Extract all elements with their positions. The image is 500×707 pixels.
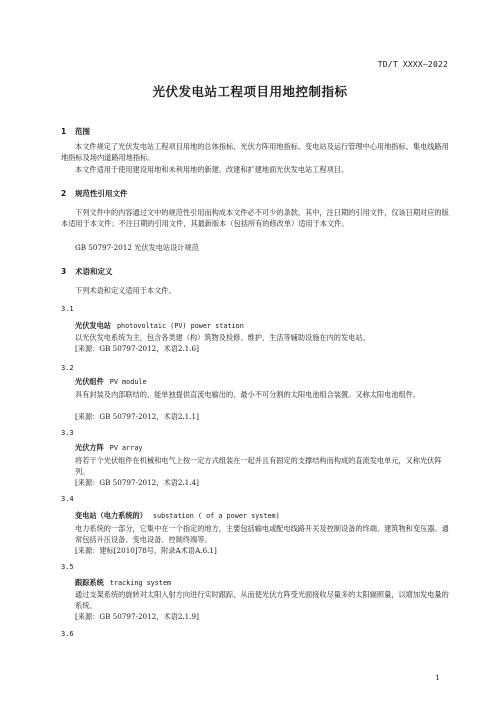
normative-paragraph: 下列文件中的内容通过文中的规范性引用而构成本文件必不可少的条款。其中，注日期的引用文件，仅该日期对应的版本适用于本文件；不注日期的引用文件，其最新版本（包括所有的修改单）适用于本文件。 — [61, 208, 449, 229]
term-number: 3.4 — [61, 495, 74, 503]
term-title: 跟踪系统 tracking system — [75, 578, 172, 587]
term-definition: 通过支架系统的旋转对太阳入射方向进行实时跟踪，从而使光伏方阵受光面接收尽量多的太阳辐照量，以增加发电量的系统。 — [75, 590, 449, 611]
section-heading-normative: 2 规范性引用文件 — [61, 189, 128, 198]
term-title: 光伏方阵 PV array — [75, 443, 143, 452]
section-heading-scope: 1 范围 — [61, 127, 90, 136]
term-definition: 具有封装及内部联结的、能单独提供直流电输出的、最小不可分割的太阳电池组合装置。又称太阳电池组件。 — [75, 390, 421, 399]
term-definition: 电力系统的一部分，它集中在一个指定的地方，主要包括输电或配电线路开关及控制设备的终端、建筑物和变压器。通常包括升压设备、变电设备、控制终端等。 — [75, 524, 449, 545]
term-definition: 将若干个光伏组件在机械和电气上按一定方式组装在一起并且有固定的支撑结构而构成的直流发电单元，又称光伏阵列。 — [75, 456, 442, 477]
term-source: [来源：GB 50797-2012，术语2.1.1] — [75, 412, 199, 421]
term-number: 3.1 — [61, 305, 74, 313]
term-title: 光伏发电站 photovoltaic (PV) power station — [75, 321, 244, 330]
term-source: [来源：GB 50797-2012，术语2.1.4] — [75, 478, 199, 487]
term-number: 3.3 — [61, 429, 74, 437]
term-number: 3.6 — [61, 630, 74, 638]
document-title: 光伏发电站工程项目用地控制指标 — [152, 84, 348, 99]
normative-reference: GB 50797-2012 光伏发电站设计规范 — [75, 243, 199, 252]
term-source: [来源：GB 50797-2012，术语2.1.9] — [75, 612, 199, 621]
term-definition: 以光伏发电系统为主，包含各类建（构）筑物及检修、维护、生活等辅助设施在内的发电站。 — [75, 333, 370, 342]
term-source: [来源：建标[2010]78号，附录A术语A.6.1] — [75, 546, 217, 555]
scope-paragraph-1: 本文件规定了光伏发电站工程项目用地的总体指标、光伏方阵用地指标、变电站及运行管理中心用地指标、集电线路用地指标及场内道路用地指标。 — [61, 142, 449, 163]
term-number: 3.5 — [61, 563, 74, 571]
term-title: 光伏组件 PV module — [75, 377, 147, 386]
section-heading-terms: 3 术语和定义 — [61, 267, 113, 276]
term-title: 变电站（电力系统的） substation ( of a power system) — [75, 511, 280, 520]
page-number: 1 — [435, 673, 440, 682]
scope-paragraph-2: 本文件适用于使用建设用地和未利用地的新建、改建和扩建地面光伏发电站工程项目。 — [75, 165, 349, 174]
standard-code: TD/T XXXX—2022 — [377, 60, 448, 69]
term-source: [来源：GB 50797-2012，术语2.1.6] — [75, 344, 199, 353]
terms-intro: 下列术语和定义适用于本文件。 — [75, 286, 176, 295]
term-number: 3.2 — [61, 364, 74, 372]
